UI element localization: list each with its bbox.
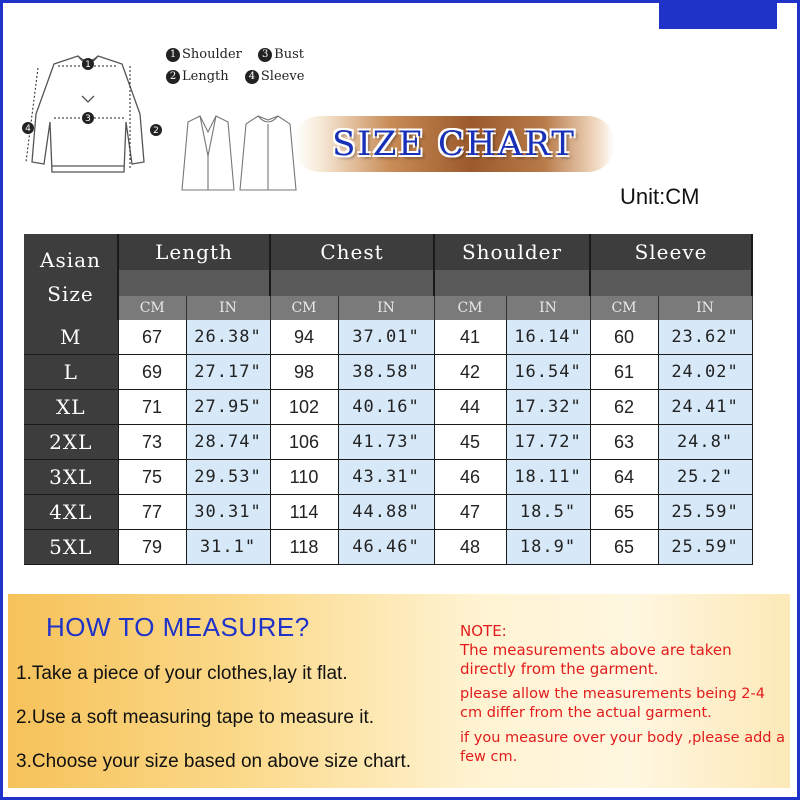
measure-steps: [16, 652, 456, 784]
unit-cm: CM: [434, 296, 506, 320]
size-rows: [24, 320, 752, 565]
size-label: M: [24, 320, 118, 355]
note-line: please allow the measurements being 2-4 cm differ from the actual garment.: [460, 686, 765, 721]
size-table: [24, 234, 752, 565]
size-label: L: [24, 355, 118, 390]
measure-step: 1.Take a piece of your clothes,lay it flat.: [16, 663, 348, 684]
column-header-shoulder: Shoulder: [434, 234, 590, 270]
unit-cm: CM: [590, 296, 658, 320]
size-label: 2XL: [24, 425, 118, 460]
legend-num-icon: 2: [166, 70, 180, 84]
blazer-icon: [182, 116, 234, 190]
marker-sleeve: 4: [25, 124, 31, 134]
inch-value-cell: 41.73": [338, 425, 434, 460]
inch-value-cell: 24.41": [658, 390, 752, 425]
table-row: [24, 390, 752, 425]
unit-cm: CM: [118, 296, 186, 320]
cm-value-cell: 41: [434, 320, 506, 355]
cm-value-cell: 102: [270, 390, 338, 425]
inch-value-cell: 37.01": [338, 320, 434, 355]
corner-tab: [659, 3, 777, 29]
cm-value-cell: 71: [118, 390, 186, 425]
legend-length: Length: [182, 69, 229, 84]
table-row: [24, 460, 752, 495]
inch-value-cell: 29.53": [186, 460, 270, 495]
measurement-legend: [166, 44, 304, 88]
cm-value-cell: 114: [270, 495, 338, 530]
measure-step: 3.Choose your size based on above size chart.: [16, 751, 412, 772]
table-row: [24, 355, 752, 390]
cm-value-cell: 60: [590, 320, 658, 355]
unit-cm: CM: [270, 296, 338, 320]
inch-value-cell: 24.8": [658, 425, 752, 460]
note-heading: NOTE:: [460, 622, 507, 640]
legend-sleeve: Sleeve: [260, 69, 305, 84]
unit-in: IN: [506, 296, 590, 320]
measure-instructions-panel: [8, 594, 790, 788]
cm-value-cell: 73: [118, 425, 186, 460]
size-label: 3XL: [24, 460, 118, 495]
inch-value-cell: 23.62": [658, 320, 752, 355]
cm-value-cell: 94: [270, 320, 338, 355]
jacket-icon: [240, 116, 296, 190]
cm-value-cell: 98: [270, 355, 338, 390]
inch-value-cell: 16.54": [506, 355, 590, 390]
cm-value-cell: 47: [434, 495, 506, 530]
inch-value-cell: 18.11": [506, 460, 590, 495]
unit-label: Unit:CM: [620, 184, 700, 209]
size-chart-title-plate: [294, 116, 614, 172]
cm-value-cell: 79: [118, 530, 186, 565]
size-label: 5XL: [24, 530, 118, 565]
measure-step: 2.Use a soft measuring tape to measure it.: [16, 707, 375, 728]
legend-num-icon: 3: [258, 48, 272, 62]
note-line: The measurements above are taken directly from the garment.: [460, 641, 732, 678]
inch-value-cell: 27.17": [186, 355, 270, 390]
unit-in: IN: [658, 296, 752, 320]
note-block: [460, 622, 790, 767]
cm-value-cell: 46: [434, 460, 506, 495]
inch-value-cell: 46.46": [338, 530, 434, 565]
column-header-chest: Chest: [270, 234, 434, 270]
inch-value-cell: 44.88": [338, 495, 434, 530]
note-line: if you measure over your body ,please add a few cm.: [460, 730, 785, 765]
marker-bust: 3: [85, 114, 91, 124]
cm-value-cell: 44: [434, 390, 506, 425]
inch-value-cell: 43.31": [338, 460, 434, 495]
table-row: [24, 425, 752, 460]
size-label: XL: [24, 390, 118, 425]
column-header-length: Length: [118, 234, 270, 270]
cm-value-cell: 65: [590, 495, 658, 530]
table-row: [24, 320, 752, 355]
cm-value-cell: 42: [434, 355, 506, 390]
inch-value-cell: 27.95": [186, 390, 270, 425]
cm-value-cell: 110: [270, 460, 338, 495]
cm-value-cell: 118: [270, 530, 338, 565]
inch-value-cell: 17.32": [506, 390, 590, 425]
inch-value-cell: 16.14": [506, 320, 590, 355]
inch-value-cell: 28.74": [186, 425, 270, 460]
cm-value-cell: 75: [118, 460, 186, 495]
inch-value-cell: 17.72": [506, 425, 590, 460]
inch-value-cell: 25.59": [658, 530, 752, 565]
cm-value-cell: 63: [590, 425, 658, 460]
cm-value-cell: 69: [118, 355, 186, 390]
cm-value-cell: 65: [590, 530, 658, 565]
legend-shoulder: Shoulder: [182, 47, 242, 62]
column-header-sleeve: Sleeve: [590, 234, 752, 270]
inch-value-cell: 40.16": [338, 390, 434, 425]
table-row: [24, 495, 752, 530]
marker-shoulder: 1: [85, 60, 91, 70]
unit-header-row: [24, 296, 752, 320]
inch-value-cell: 26.38": [186, 320, 270, 355]
inch-value-cell: 30.31": [186, 495, 270, 530]
cm-value-cell: 45: [434, 425, 506, 460]
table-row: [24, 530, 752, 565]
cm-value-cell: 67: [118, 320, 186, 355]
marker-length: 2: [153, 126, 159, 136]
unit-in: IN: [186, 296, 270, 320]
legend-num-icon: 4: [245, 70, 259, 84]
inch-value-cell: 24.02": [658, 355, 752, 390]
page-title: SIZE CHART: [332, 124, 576, 164]
unit-in: IN: [338, 296, 434, 320]
legend-num-icon: 1: [166, 48, 180, 62]
inch-value-cell: 18.5": [506, 495, 590, 530]
size-column-header: Asian Size: [24, 234, 118, 320]
cm-value-cell: 64: [590, 460, 658, 495]
cm-value-cell: 48: [434, 530, 506, 565]
inch-value-cell: 25.2": [658, 460, 752, 495]
inch-value-cell: 25.59": [658, 495, 752, 530]
cm-value-cell: 106: [270, 425, 338, 460]
cm-value-cell: 77: [118, 495, 186, 530]
cm-value-cell: 61: [590, 355, 658, 390]
how-to-measure-title: HOW TO MEASURE?: [46, 612, 310, 642]
cm-value-cell: 62: [590, 390, 658, 425]
inch-value-cell: 18.9": [506, 530, 590, 565]
inch-value-cell: 31.1": [186, 530, 270, 565]
legend-bust: Bust: [274, 47, 304, 62]
size-label: 4XL: [24, 495, 118, 530]
inch-value-cell: 38.58": [338, 355, 434, 390]
